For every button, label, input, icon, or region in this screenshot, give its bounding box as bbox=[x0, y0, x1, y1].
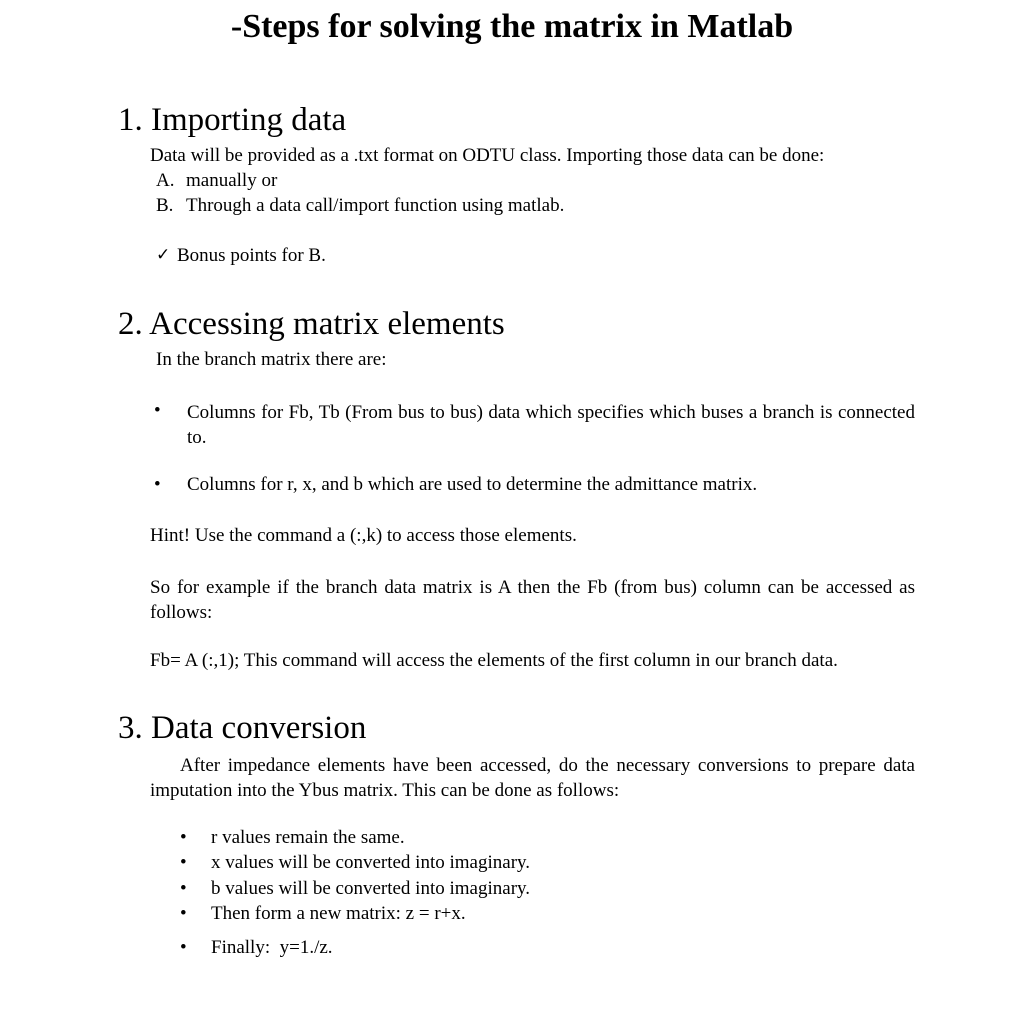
bullet-rxb-columns: Columns for r, x, and b which are used to determine the admittance matrix. bbox=[187, 474, 758, 495]
command-example: Fb= A (:,1); This command will access the elements of the first column in our branch data. bbox=[150, 650, 838, 671]
section3-intro: After impedance elements have been accessed, do the necessary conversions to prepare data imputation into the Ybus matrix. This can be done as follows: bbox=[150, 755, 915, 801]
hint-text: Hint! Use the command a (:,k) to access those elements. bbox=[150, 525, 577, 546]
conversion-item: x values will be converted into imaginary. bbox=[211, 852, 531, 873]
section1-intro: Data will be provided as a .txt format on ODTU class. Importing those data can be done: bbox=[150, 145, 825, 166]
section-heading-data-conversion: 3. Data conversion bbox=[118, 710, 367, 746]
conversion-item: Finally: y=1./z. bbox=[211, 937, 333, 958]
conversion-item: b values will be converted into imaginary. bbox=[211, 878, 531, 899]
check-mark-icon: ✓ bbox=[156, 245, 171, 265]
section2-intro: In the branch matrix there are: bbox=[156, 349, 387, 370]
option-b-marker: B. bbox=[156, 195, 174, 216]
bullet-icon: • bbox=[180, 878, 187, 899]
option-a-text: manually or bbox=[186, 170, 278, 191]
example-text: So for example if the branch data matrix is A then the Fb (from bus) column can be accessed as follows: bbox=[150, 577, 915, 623]
bullet-icon: • bbox=[180, 827, 187, 848]
bullet-icon: • bbox=[180, 937, 187, 958]
page-title: -Steps for solving the matrix in Matlab bbox=[230, 8, 794, 45]
conversion-item: Then form a new matrix: z = r+x. bbox=[211, 903, 466, 924]
option-a-marker: A. bbox=[156, 170, 175, 191]
bullet-fb-tb-columns: Columns for Fb, Tb (From bus to bus) data which specifies which buses a branch is connected to. bbox=[187, 402, 915, 448]
bullet-icon: • bbox=[180, 903, 187, 924]
section-heading-importing-data: 1. Importing data bbox=[118, 102, 347, 138]
bullet-icon: • bbox=[154, 400, 161, 421]
conversion-item: r values remain the same. bbox=[211, 827, 405, 848]
section-heading-accessing-matrix: 2. Accessing matrix elements bbox=[118, 306, 505, 342]
bullet-icon: • bbox=[180, 852, 187, 873]
bonus-note: Bonus points for B. bbox=[177, 245, 326, 266]
bullet-icon: • bbox=[154, 474, 161, 495]
option-b-text: Through a data call/import function using matlab. bbox=[186, 195, 565, 216]
